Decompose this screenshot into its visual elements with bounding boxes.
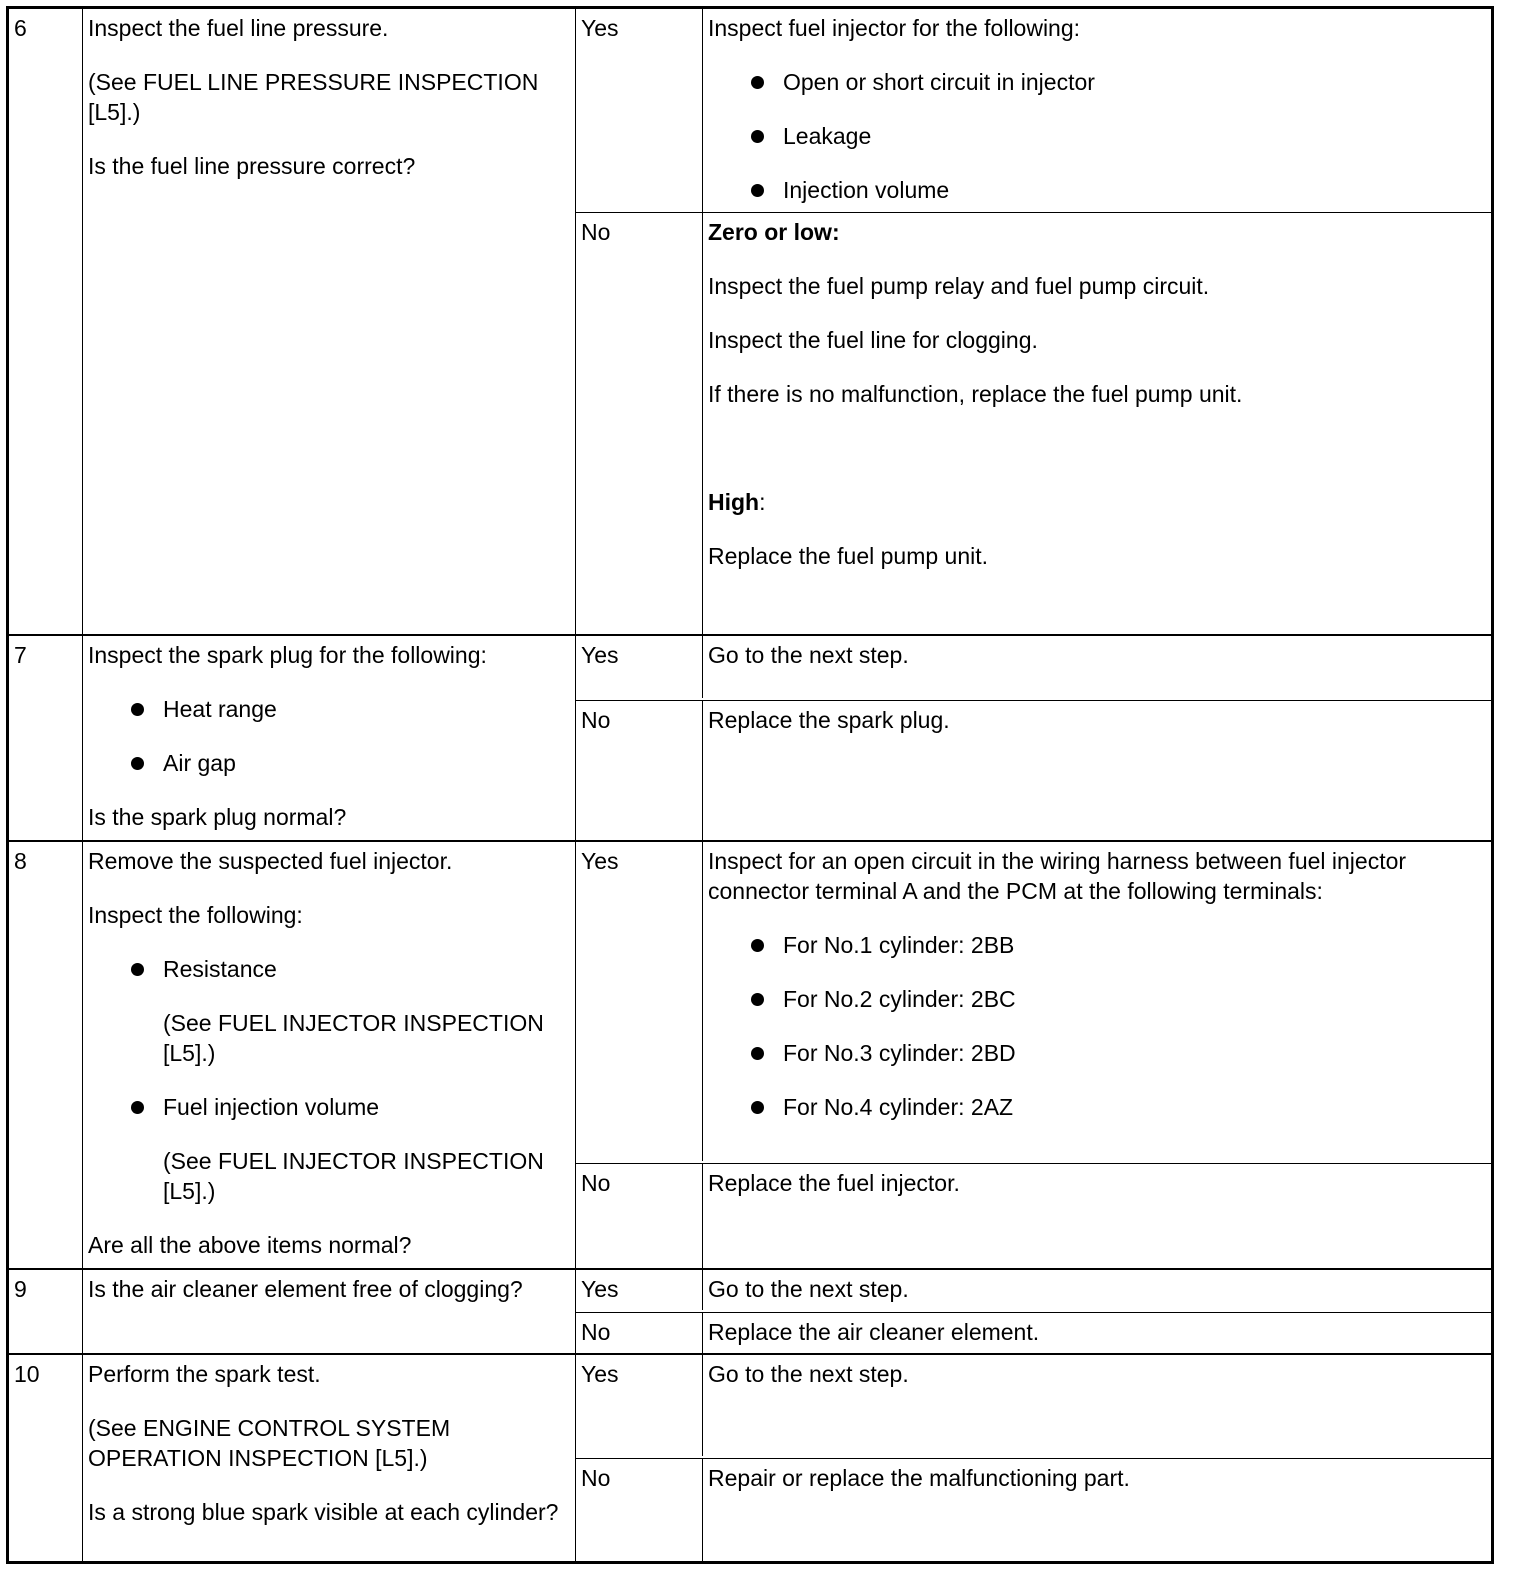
spacer bbox=[708, 433, 1485, 463]
answer-label: Yes bbox=[576, 1355, 703, 1456]
answer-label: No bbox=[576, 1313, 703, 1355]
action-cell bbox=[703, 9, 1491, 212]
condition-heading bbox=[708, 217, 1485, 247]
step-number: 9 bbox=[9, 1270, 83, 1353]
bullet-icon bbox=[131, 963, 144, 976]
paragraph: Inspect the spark plug for the following: bbox=[88, 642, 487, 668]
paragraph: Is the spark plug normal? bbox=[88, 804, 347, 830]
inspection-cell bbox=[83, 842, 576, 1268]
paragraph: Replace the fuel injector. bbox=[708, 1170, 960, 1196]
bullet-item bbox=[708, 1038, 1485, 1068]
bullet-icon bbox=[751, 1047, 764, 1060]
bullet-text: For No.4 cylinder: 2AZ bbox=[783, 1094, 1014, 1120]
paragraph: Is the air cleaner element free of clogging? bbox=[88, 1276, 523, 1302]
bullet-icon bbox=[751, 130, 764, 143]
paragraph: Repair or replace the malfunctioning part. bbox=[708, 1465, 1130, 1491]
paragraph: Replace the fuel pump unit. bbox=[708, 543, 989, 569]
inspection-cell bbox=[83, 1355, 576, 1561]
table-row bbox=[9, 1353, 1491, 1561]
paragraph: Go to the next step. bbox=[708, 642, 909, 668]
action-cell bbox=[703, 1459, 1491, 1563]
bullet-icon bbox=[131, 1101, 144, 1114]
bullet-item bbox=[708, 1092, 1485, 1122]
paragraph: Inspect for an open circuit in the wiring harness between fuel injector connector terminal A and the PCM at the following terminals: bbox=[708, 848, 1407, 904]
table-row bbox=[9, 1268, 1491, 1353]
bullet-text: For No.3 cylinder: 2BD bbox=[783, 1040, 1016, 1066]
bullet-item bbox=[708, 121, 1485, 151]
action-cell bbox=[703, 701, 1491, 842]
step-number: 10 bbox=[9, 1355, 83, 1561]
condition-suffix: : bbox=[759, 489, 766, 515]
result-row-no bbox=[576, 212, 1491, 634]
paragraph: (See ENGINE CONTROL SYSTEM OPERATION INSPECTION [L5].) bbox=[88, 1415, 451, 1471]
bullet-text: For No.2 cylinder: 2BC bbox=[783, 986, 1016, 1012]
bullet-icon bbox=[751, 184, 764, 197]
paragraph: Inspect the fuel pump relay and fuel pump circuit. bbox=[708, 273, 1210, 299]
bullet-icon bbox=[751, 1101, 764, 1114]
answer-label: No bbox=[576, 1459, 703, 1563]
result-row-yes bbox=[576, 636, 1491, 698]
paragraph: Inspect fuel injector for the following: bbox=[708, 15, 1081, 41]
paragraph: Go to the next step. bbox=[708, 1361, 909, 1387]
condition-heading bbox=[708, 487, 1485, 517]
paragraph: Perform the spark test. bbox=[88, 1361, 321, 1387]
result-row-no bbox=[576, 1163, 1491, 1270]
bullet-item bbox=[708, 930, 1485, 960]
step-number: 6 bbox=[9, 9, 83, 634]
table-row bbox=[9, 840, 1491, 1268]
action-cell bbox=[703, 842, 1491, 1161]
bullet-icon bbox=[751, 993, 764, 1006]
paragraph: Replace the spark plug. bbox=[708, 707, 950, 733]
answer-label: Yes bbox=[576, 636, 703, 698]
inspection-cell bbox=[83, 636, 576, 840]
inspection-cell bbox=[83, 1270, 576, 1353]
bullet-item bbox=[708, 984, 1485, 1014]
action-cell bbox=[703, 636, 1491, 698]
paragraph: (See FUEL LINE PRESSURE INSPECTION [L5].) bbox=[88, 69, 539, 125]
bullet-icon bbox=[751, 939, 764, 952]
action-cell bbox=[703, 1355, 1491, 1456]
table-row bbox=[9, 9, 1491, 634]
paragraph: If there is no malfunction, replace the fuel pump unit. bbox=[708, 381, 1243, 407]
paragraph: Inspect the fuel line pressure. bbox=[88, 15, 389, 41]
action-cell bbox=[703, 1164, 1491, 1270]
bullet-text: Air gap bbox=[163, 750, 236, 776]
bullet-icon bbox=[751, 76, 764, 89]
paragraph: Remove the suspected fuel injector. bbox=[88, 848, 453, 874]
step-number: 7 bbox=[9, 636, 83, 840]
bullet-item bbox=[88, 954, 569, 984]
result-row-no bbox=[576, 1312, 1491, 1355]
bullet-item bbox=[88, 694, 569, 724]
action-cell bbox=[703, 213, 1491, 634]
reference-text: (See FUEL INJECTOR INSPECTION [L5].) bbox=[163, 1148, 544, 1204]
paragraph: Inspect the fuel line for clogging. bbox=[708, 327, 1038, 353]
bullet-text: Leakage bbox=[783, 123, 872, 149]
answer-label: Yes bbox=[576, 842, 703, 1161]
paragraph: Are all the above items normal? bbox=[88, 1232, 412, 1258]
paragraph: Replace the air cleaner element. bbox=[708, 1319, 1040, 1345]
answer-label: Yes bbox=[576, 1270, 703, 1310]
bullet-item bbox=[708, 175, 1485, 205]
result-row-yes bbox=[576, 1355, 1491, 1456]
bullet-text: Fuel injection volume bbox=[163, 1094, 380, 1120]
answer-label: No bbox=[576, 213, 703, 634]
bullet-icon bbox=[131, 757, 144, 770]
bullet-text: Resistance bbox=[163, 956, 277, 982]
answer-label: No bbox=[576, 1164, 703, 1270]
paragraph: Inspect the following: bbox=[88, 902, 303, 928]
bullet-item bbox=[88, 1092, 569, 1122]
condition-label: High bbox=[708, 489, 760, 515]
troubleshooting-table bbox=[6, 6, 1494, 1564]
result-row-no bbox=[576, 700, 1491, 842]
step-number: 8 bbox=[9, 842, 83, 1268]
reference-text: (See FUEL INJECTOR INSPECTION [L5].) bbox=[163, 1010, 544, 1066]
action-cell bbox=[703, 1313, 1491, 1355]
answer-label: Yes bbox=[576, 9, 703, 212]
table-row bbox=[9, 634, 1491, 840]
bullet-text: Heat range bbox=[163, 696, 277, 722]
paragraph: Is a strong blue spark visible at each cylinder? bbox=[88, 1499, 559, 1525]
bullet-text: For No.1 cylinder: 2BB bbox=[783, 932, 1015, 958]
inspection-cell bbox=[83, 9, 576, 634]
result-row-yes bbox=[576, 842, 1491, 1161]
condition-label: Zero or low: bbox=[708, 219, 840, 245]
answer-label: No bbox=[576, 701, 703, 842]
paragraph: Is the fuel line pressure correct? bbox=[88, 153, 416, 179]
result-row-no bbox=[576, 1458, 1491, 1563]
action-cell bbox=[703, 1270, 1491, 1310]
result-row-yes bbox=[576, 1270, 1491, 1310]
bullet-text: Open or short circuit in injector bbox=[783, 69, 1095, 95]
paragraph: Go to the next step. bbox=[708, 1276, 909, 1302]
bullet-text: Injection volume bbox=[783, 177, 950, 203]
bullet-item bbox=[88, 748, 569, 778]
result-row-yes bbox=[576, 9, 1491, 212]
bullet-item bbox=[708, 67, 1485, 97]
bullet-icon bbox=[131, 703, 144, 716]
